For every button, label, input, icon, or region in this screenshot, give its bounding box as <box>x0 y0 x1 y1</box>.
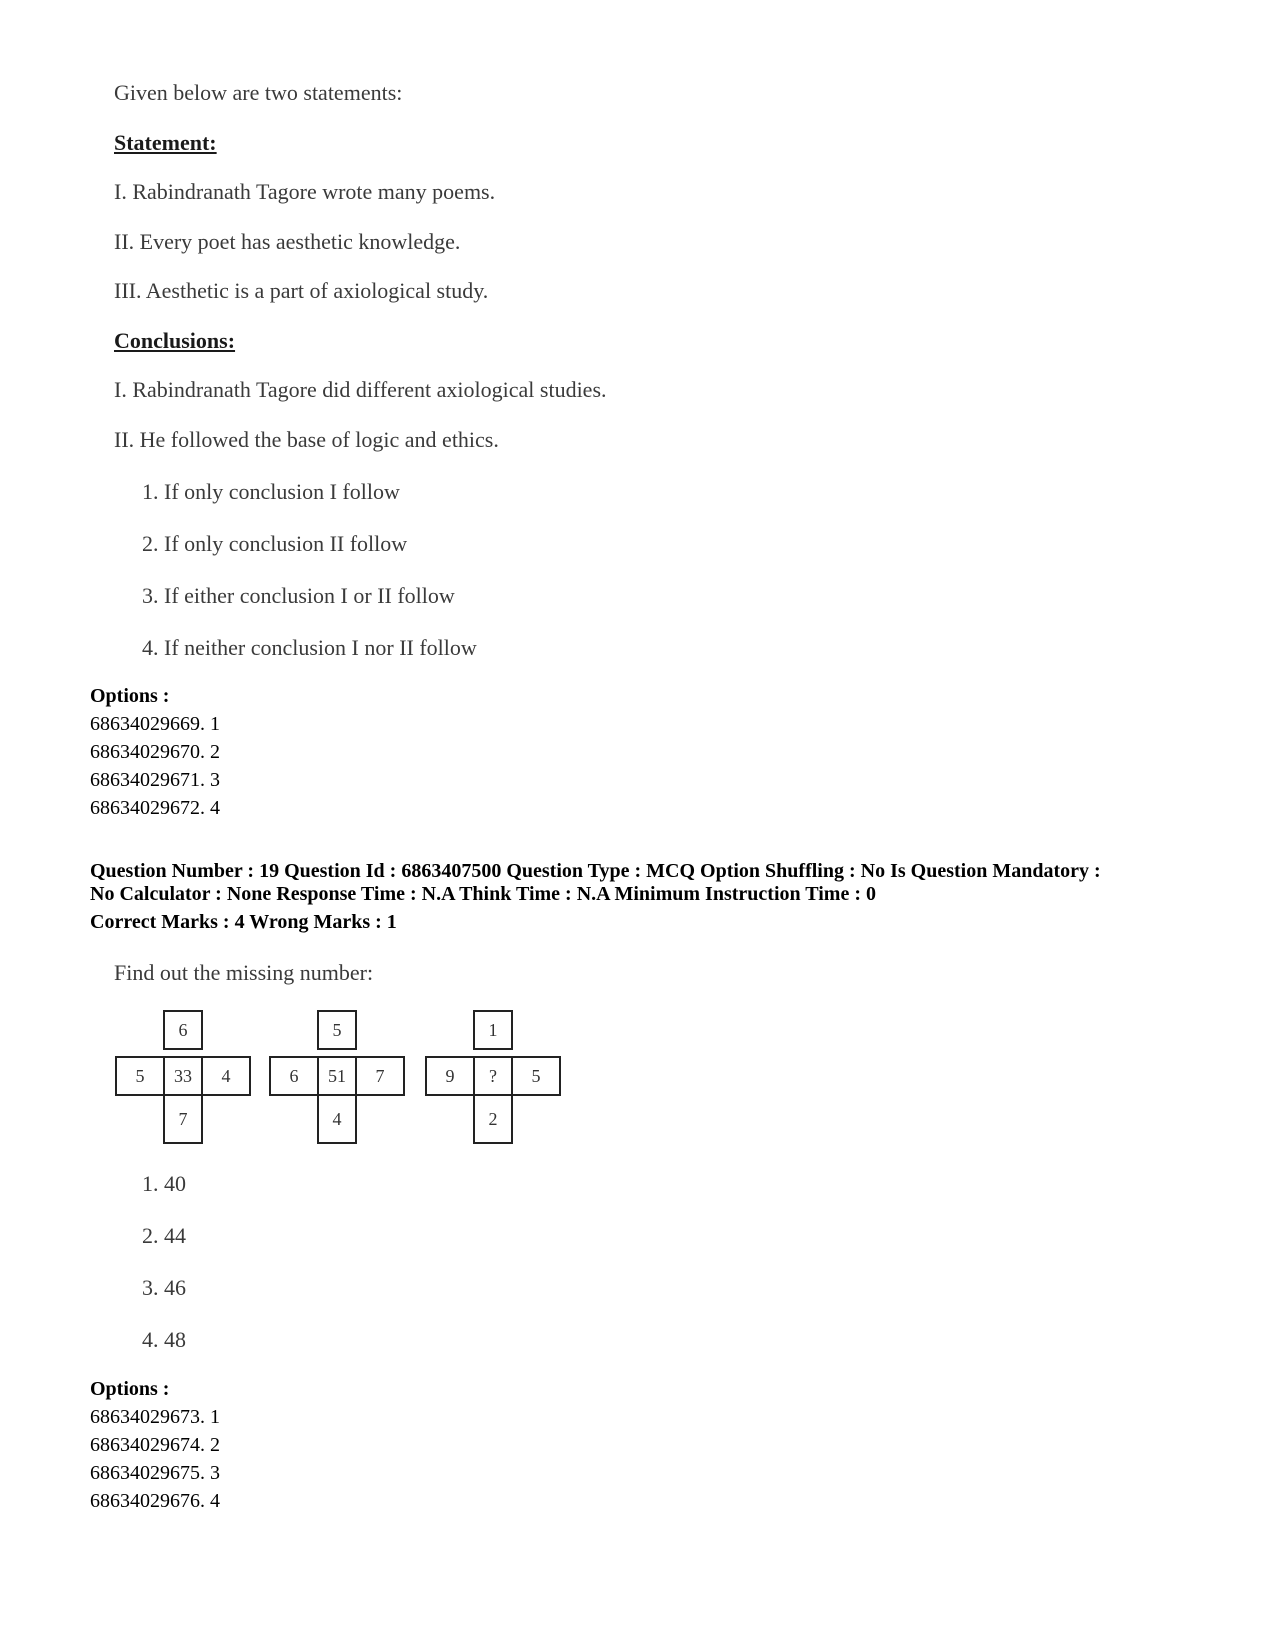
q18-option-2: 68634029670. 2 <box>90 741 220 763</box>
q18-option-4: 68634029672. 4 <box>90 797 220 819</box>
statement-1: I. Rabindranath Tagore wrote many poems. <box>114 179 496 204</box>
q19-option-2: 68634029674. 2 <box>90 1434 220 1456</box>
q18-choice-2: 2. If only conclusion II follow <box>142 531 408 556</box>
statement-3: III. Aesthetic is a part of axiological study. <box>114 278 489 303</box>
statement-heading: Statement: <box>114 130 217 155</box>
q18-option-1: 68634029669. 1 <box>90 713 220 735</box>
conclusion-2: II. He followed the base of logic and ethics. <box>114 427 499 452</box>
conclusion-1: I. Rabindranath Tagore did different axiological studies. <box>114 377 607 402</box>
q19-option-3: 68634029675. 3 <box>90 1462 220 1484</box>
q19-option-1: 68634029673. 1 <box>90 1406 220 1428</box>
q18-choice-3: 3. If either conclusion I or II follow <box>142 583 455 608</box>
cross-2-right: 7 <box>355 1056 405 1096</box>
conclusions-heading: Conclusions: <box>114 328 236 353</box>
q19-choice-2: 2. 44 <box>142 1223 186 1248</box>
q19-marks: Correct Marks : 4 Wrong Marks : 1 <box>90 911 397 933</box>
q18-intro: Given below are two statements: <box>114 80 403 105</box>
q19-meta-line-2: No Calculator : None Response Time : N.A Think Time : N.A Minimum Instruction Time : 0 <box>90 883 876 905</box>
q18-choice-4: 4. If neither conclusion I nor II follow <box>142 635 477 660</box>
cross-3-left: 9 <box>425 1056 475 1096</box>
cross-1-center: 33 <box>163 1056 203 1096</box>
cross-3-center: ? <box>473 1056 513 1096</box>
cross-3-top: 1 <box>473 1010 513 1050</box>
q18-options-label: Options : <box>90 685 170 707</box>
cross-2-top: 5 <box>317 1010 357 1050</box>
q19-meta-line-1: Question Number : 19 Question Id : 6863407500 Question Type : MCQ Option Shuffling : No Is Question Mandatory : <box>90 860 1101 882</box>
cross-2-center: 51 <box>317 1056 357 1096</box>
q18-choice-1: 1. If only conclusion I follow <box>142 479 400 504</box>
q19-prompt: Find out the missing number: <box>114 960 374 985</box>
cross-2-left: 6 <box>269 1056 319 1096</box>
cross-2-bottom: 4 <box>317 1094 357 1144</box>
cross-1-bottom: 7 <box>163 1094 203 1144</box>
statement-2: II. Every poet has aesthetic knowledge. <box>114 229 461 254</box>
q19-options-label: Options : <box>90 1378 170 1400</box>
cross-1-left: 5 <box>115 1056 165 1096</box>
cross-3-right: 5 <box>511 1056 561 1096</box>
q19-choice-4: 4. 48 <box>142 1327 186 1352</box>
q19-option-4: 68634029676. 4 <box>90 1490 220 1512</box>
q19-choice-1: 1. 40 <box>142 1171 186 1196</box>
cross-1-right: 4 <box>201 1056 251 1096</box>
q18-option-3: 68634029671. 3 <box>90 769 220 791</box>
cross-1-top: 6 <box>163 1010 203 1050</box>
q19-choice-3: 3. 46 <box>142 1275 186 1300</box>
cross-3-bottom: 2 <box>473 1094 513 1144</box>
